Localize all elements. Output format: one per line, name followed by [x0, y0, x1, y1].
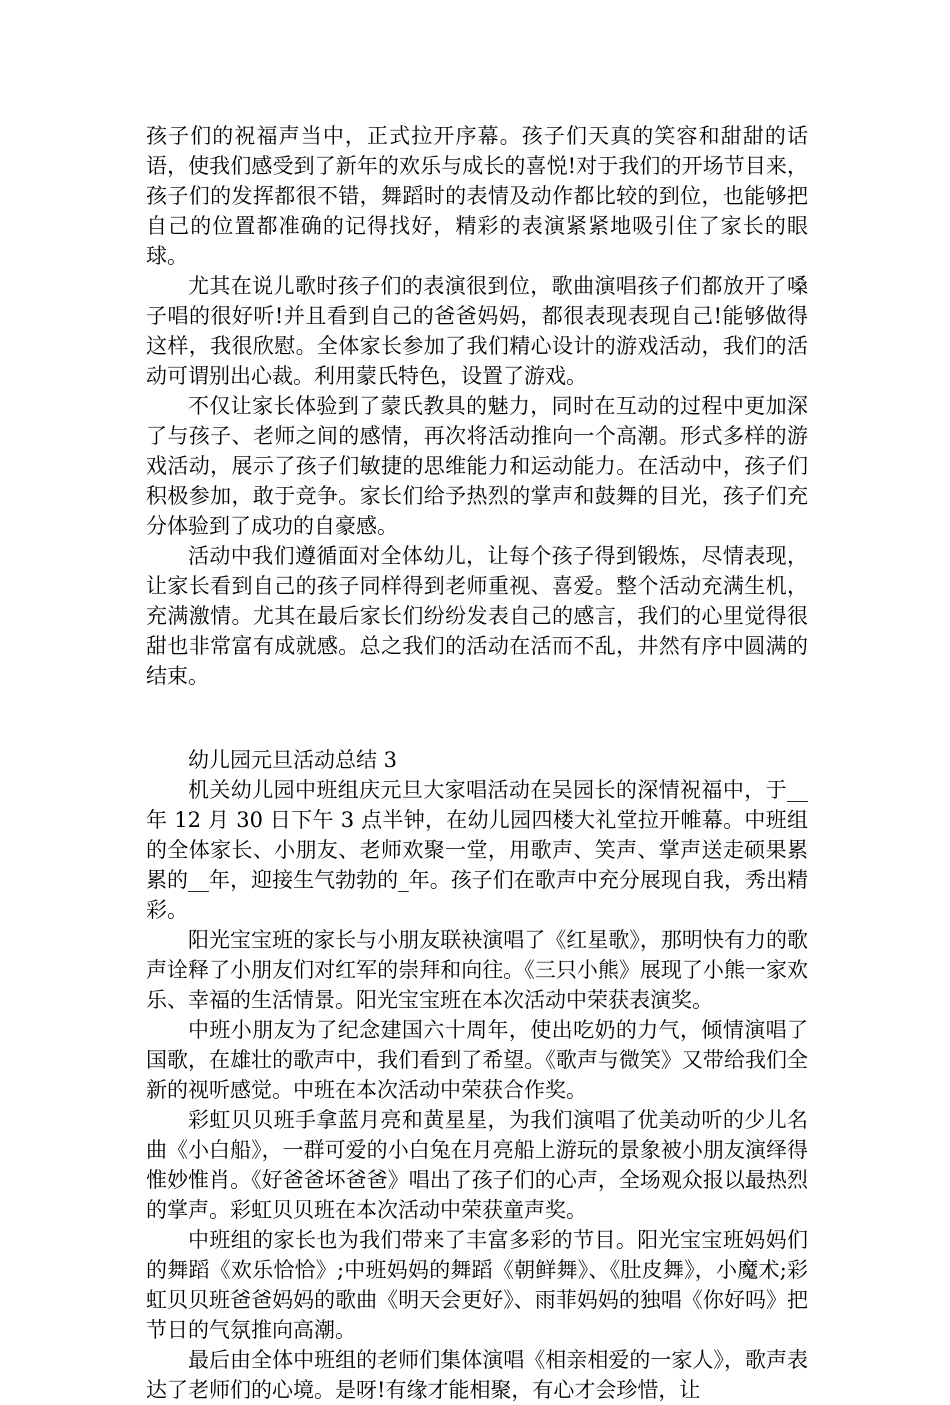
paragraph: 不仅让家长体验到了蒙氏教具的魅力，同时在互动的过程中更加深了与孩子、老师之间的感情，再次将活动推向一个高潮。形式多样的游戏活动，展示了孩子们敏捷的思维能力和运动能力。在活动中，孩子们积极参加，敢于竞争。家长们给予热烈的掌声和鼓舞的目光，孩子们充分体验到了成功的自豪感。: [146, 394, 808, 538]
paragraph: 尤其在说儿歌时孩子们的表演很到位，歌曲演唱孩子们都放开了嗓子唱的很好听!并且看到自己的爸爸妈妈，都很表现表现自己!能够做得这样，我很欣慰。全体家长参加了我们精心设计的游戏活动，我们的活动可谓别出心裁。利用蒙氏特色，设置了游戏。: [146, 274, 808, 388]
paragraph: 活动中我们遵循面对全体幼儿，让每个孩子得到锻炼，尽情表现，让家长看到自己的孩子同样得到老师重视、喜爱。整个活动充满生机，充满激情。尤其在最后家长们纷纷发表自己的感言，我们的心里觉得很甜也非常富有成就感。总之我们的活动在活而不乱，井然有序中圆满的结束。: [146, 544, 808, 688]
paragraph: 机关幼儿园中班组庆元旦大家唱活动在吴园长的深情祝福中，于__年 12 月 30 日下午 3 点半钟，在幼儿园四楼大礼堂拉开帷幕。中班组的全体家长、小朋友、老师欢聚一堂，用歌声、笑声、掌声送走硕果累累的__年，迎接生气勃勃的_年。孩子们在歌声中充分展现自我，秀出精彩。: [146, 778, 808, 922]
paragraph: 阳光宝宝班的家长与小朋友联袂演唱了《红星歌》，那明快有力的歌声诠释了小朋友们对红军的崇拜和向往。《三只小熊》展现了小熊一家欢乐、幸福的生活情景。阳光宝宝班在本次活动中荣获表演奖。: [146, 928, 808, 1012]
paragraph: 孩子们的祝福声当中，正式拉开序幕。孩子们天真的笑容和甜甜的话语，使我们感受到了新年的欢乐与成长的喜悦!对于我们的开场节目来，孩子们的发挥都很不错，舞蹈时的表情及动作都比较的到位，也能够把自己的位置都准确的记得找好，精彩的表演紧紧地吸引住了家长的眼球。: [146, 124, 808, 268]
paragraph: 彩虹贝贝班手拿蓝月亮和黄星星，为我们演唱了优美动听的少儿名曲《小白船》，一群可爱的小白兔在月亮船上游玩的景象被小朋友演绎得惟妙惟肖。《好爸爸坏爸爸》唱出了孩子们的心声，全场观众报以最热烈的掌声。彩虹贝贝班在本次活动中荣获童声奖。: [146, 1108, 808, 1222]
paragraph: 中班组的家长也为我们带来了丰富多彩的节目。阳光宝宝班妈妈们的舞蹈《欢乐恰恰》;中班妈妈的舞蹈《朝鲜舞》、《肚皮舞》，小魔术;彩虹贝贝班爸爸妈妈的歌曲《明天会更好》、雨菲妈妈的独唱《你好吗》把节日的气氛推向高潮。: [146, 1228, 808, 1342]
document-page: [146, 121, 808, 1405]
section-heading: 幼儿园元旦活动总结 3: [188, 748, 398, 772]
paragraph: 最后由全体中班组的老师们集体演唱《相亲相爱的一家人》，歌声表达了老师们的心境。是呀!有缘才能相聚，有心才会珍惜，让: [146, 1348, 808, 1402]
paragraph: 中班小朋友为了纪念建国六十周年，使出吃奶的力气，倾情演唱了国歌，在雄壮的歌声中，我们看到了希望。《歌声与微笑》又带给我们全新的视听感觉。中班在本次活动中荣获合作奖。: [146, 1018, 808, 1102]
